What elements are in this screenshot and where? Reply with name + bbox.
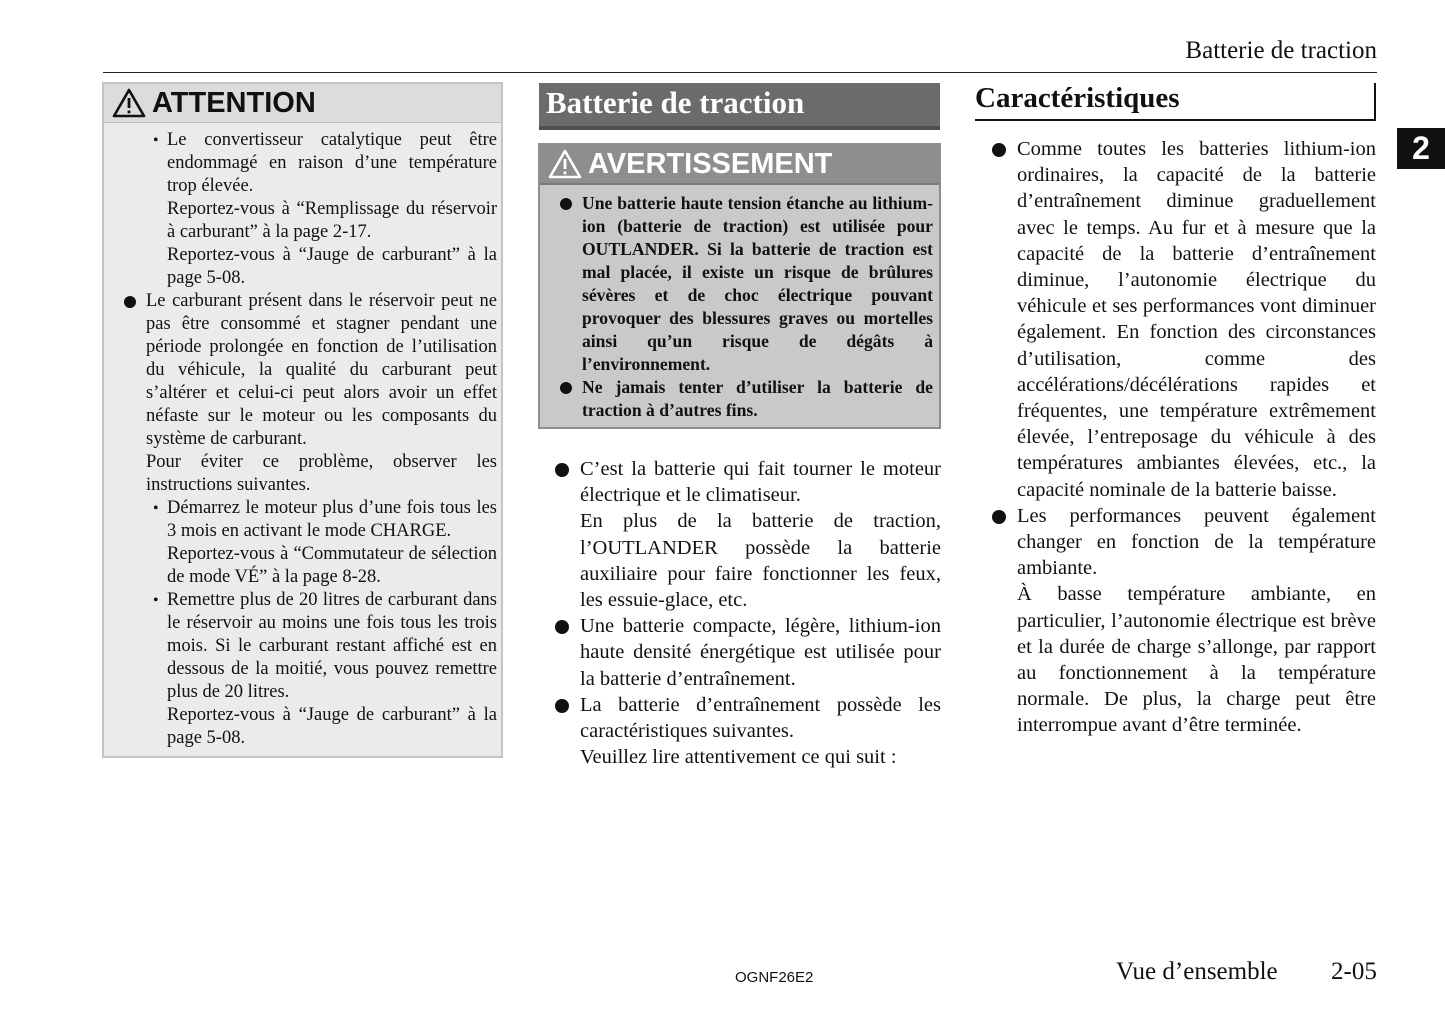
characteristics-body: [975, 136, 1376, 739]
bullet-disc-icon: [555, 620, 569, 634]
document-code: OGNF26E2: [735, 969, 814, 986]
running-header: Batterie de traction: [1185, 37, 1377, 64]
attention-sub-ref: Reportez-vous à “Commutateur de sélection de mode VÉ” à la page 8-28.: [167, 544, 497, 587]
small-bullet-icon: •: [153, 500, 159, 517]
small-bullet-icon: •: [153, 592, 159, 609]
body-bullet-item: [538, 456, 941, 613]
warning-item-text: Une batterie haute tension étanche au lithium-ion (batterie de traction) est utilisée pour OUTLANDER. Si la batterie de traction est mal placée, il existe un risque de brûlures sévères et de choc électrique pouvant provoquer des blessures graves ou mortelles ainsi qu’un risque de dégâts à l’environnement.: [582, 193, 933, 374]
bullet-disc-icon: [124, 296, 136, 308]
traction-battery-body: [538, 456, 941, 770]
page-number: 2-05: [1331, 958, 1377, 985]
attention-label: ATTENTION: [152, 86, 316, 119]
attention-body: [104, 129, 497, 750]
attention-bullet-para: Pour éviter ce problème, observer les instructions suivantes.: [146, 452, 497, 495]
body-bullet-text: Comme toutes les batteries lithium-ion ordinaires, la capacité de la batterie d’entraînement diminue graduellement avec le temps. Au fur et à mesure que la capacité de la batterie d’entraînement diminue, l’autonomie électrique du véhicule et ses performances vont diminuer également. En fonction des circonstances d’utilisation, comme des accélérations/décélérations rapides et fréquentes, une température extrêmement élevée, l’entreposage du véhicule à des températures ambiantes élevées, etc., la capacité nominale de la batterie baisse.: [1017, 138, 1376, 501]
attention-heading: [104, 84, 501, 123]
attention-sub-ref: Reportez-vous à “Jauge de carburant” à la page 5-08.: [167, 245, 497, 288]
body-bullet-text: Les performances peuvent également changer en fonction de la température ambiante.: [1017, 504, 1376, 580]
body-bullet-item: [975, 503, 1376, 739]
bullet-disc-icon: [560, 198, 572, 210]
bullet-disc-icon: [555, 699, 569, 713]
attention-sub-item: [104, 129, 497, 290]
attention-sub-item: [104, 589, 497, 750]
attention-sub-text: Le convertisseur catalytique peut être endommagé en raison d’une température trop élevée.: [167, 130, 497, 196]
body-bullet-text: Une batterie compacte, légère, lithium-ion haute densité énergétique est utilisée pour la batterie d’entraînement.: [580, 615, 941, 690]
body-bullet-text: C’est la batterie qui fait tourner le moteur électrique et le climatiseur.: [580, 458, 941, 507]
header-rule: [103, 72, 1377, 73]
warning-item: [540, 192, 933, 376]
body-bullet-item: [538, 613, 941, 692]
attention-sub-ref: Reportez-vous à “Remplissage du réservoir à carburant” à la page 2-17.: [167, 199, 497, 242]
attention-sub-ref: Reportez-vous à “Jauge de carburant” à la page 5-08.: [167, 705, 497, 748]
footer-section-name: Vue d’ensemble: [1116, 958, 1278, 985]
chapter-tab: 2: [1397, 128, 1445, 169]
section-title-bar: Batterie de traction: [539, 83, 940, 130]
warning-item-text: Ne jamais tenter d’utiliser la batterie de traction à d’autres fins.: [582, 377, 933, 420]
body-bullet-text: La batterie d’entraînement possède les caractéristiques suivantes.: [580, 693, 941, 743]
warning-triangle-icon: [112, 88, 146, 118]
attention-sub-text: Remettre plus de 20 litres de carburant dans le réservoir au moins une fois tous les trois mois. Si le carburant restant affiché est en dessous de la moitié, vous pouvez remettre plus de 20 litres.: [167, 590, 497, 702]
warning-heading: [540, 145, 939, 185]
section-heading: Caractéristiques: [975, 83, 1376, 121]
attention-sub-item: [104, 497, 497, 589]
warning-body: [540, 192, 933, 422]
small-bullet-icon: •: [153, 132, 159, 149]
warning-label: AVERTISSEMENT: [588, 147, 833, 180]
warning-item: [540, 376, 933, 422]
attention-box: [102, 82, 503, 758]
bullet-disc-icon: [992, 510, 1006, 524]
bullet-disc-icon: [555, 463, 569, 477]
bullet-disc-icon: [992, 143, 1006, 157]
warning-triangle-icon: [548, 149, 582, 179]
body-bullet-item: [975, 136, 1376, 503]
body-bullet-para: En plus de la batterie de traction, l’OUTLANDER possède la batterie auxiliaire pour faire fonctionner les feux, les essuie-glace, etc.: [580, 510, 941, 612]
attention-bullet-text: Le carburant présent dans le réservoir peut ne pas être consommé et stagner pendant une période prolongée en fonction de l’utilisation du véhicule, la qualité du carburant peut s’altérer et celui-ci peut alors avoir un effet néfaste sur le moteur ou les composants du système de carburant.: [146, 291, 497, 449]
attention-sub-text: Démarrez le moteur plus d’une fois tous les 3 mois en activant le mode CHARGE.: [167, 498, 497, 541]
attention-bullet-item: [104, 290, 497, 497]
warning-box: [538, 143, 941, 429]
bullet-disc-icon: [560, 382, 572, 394]
body-bullet-item: [538, 692, 941, 771]
body-bullet-para: Veuillez lire attentivement ce qui suit :: [580, 746, 897, 769]
body-bullet-para: À basse température ambiante, en particulier, l’autonomie électrique est brève et la durée de charge s’allonge, par rapport au fonctionnement à la température normale. De plus, la charge peut être interrompue avant d’être terminée.: [1017, 583, 1376, 737]
